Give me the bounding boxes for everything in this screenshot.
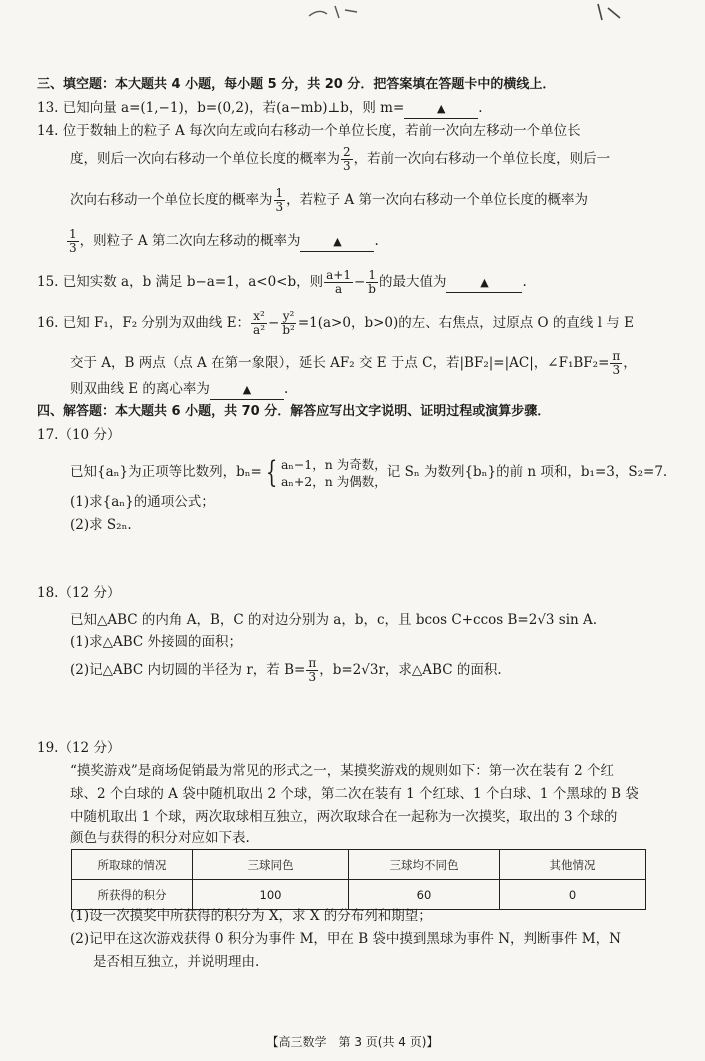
answer-blank[interactable]: ▲ — [446, 273, 522, 293]
question-18-part-2: (2)记△ABC 内切圆的半径为 r，若 B= $\frac{\pi}{3}$ ，b=2√3r，求△ABC 的面积. — [70, 656, 502, 684]
section-3-heading: 三、填空题：本大题共 4 小题，每小题 5 分，共 20 分．把答案填在答题卡中的横线上． — [37, 77, 556, 92]
question-18-heading: 18.（12 分） — [37, 585, 121, 601]
brace-icon: { — [265, 454, 278, 490]
question-16-line-3: 则双曲线 E 的离心率为 ▲ . — [70, 380, 288, 400]
question-17-part-2: (2)求 S₂ₙ. — [70, 517, 132, 533]
question-19-part-2-line-1: (2)记甲在这次游戏获得 0 积分为事件 M，甲在 B 袋中摸到黑球为事件 N，判断事件 M，N — [70, 931, 621, 947]
table-cell: 所取球的情况 — [72, 850, 193, 880]
fraction: $\frac{\pi}{3}$ — [612, 349, 621, 377]
score-table — [71, 849, 646, 910]
question-19-line-4: 颜色与获得的积分对应如下表. — [70, 830, 250, 846]
fraction: $\frac{1}{b}$ — [368, 268, 376, 296]
table-cell: 三球均不同色 — [349, 850, 500, 880]
page-footer: 【高三数学 第 3 页(共 4 页)】 — [266, 1035, 439, 1049]
question-19-line-2: 球、2 个白球的 A 袋中随机取出 2 个球，第二次在装有 1 个红球、1 个白球、1 个黑球的 B 袋 — [70, 786, 639, 802]
answer-blank[interactable]: ▲ — [210, 380, 284, 400]
question-17-part-1: (1)求{aₙ}的通项公式； — [70, 494, 215, 510]
scan-mark-icon — [305, 0, 365, 24]
fraction: $\frac{1}{3}$ — [69, 227, 77, 255]
table-cell: 100 — [193, 880, 349, 910]
question-19-line-3: 中随机取出 1 个球，两次取球相互独立，两次取球合在一起称为一次摸奖，取出的 3 个球的 — [70, 809, 618, 825]
question-14-line-1: 14. 位于数轴上的粒子 A 每次向左或向右移动一个单位长度，若前一次向左移动一个单位长 — [37, 123, 581, 139]
question-15: 15. 已知实数 a，b 满足 b−a=1，a<0<b，则 $\frac{a+1}{a}$ − $\frac{1}{b}$ 的最大值为 ▲ . — [37, 268, 527, 296]
fraction: $\frac{\pi}{3}$ — [308, 656, 317, 684]
answer-blank[interactable]: ▲ — [404, 99, 478, 119]
fraction: $\frac{\text{y²}}{\text{b²}}$ — [282, 309, 295, 337]
question-14-line-4: $\frac{1}{3}$ ，则粒子 A 第二次向左移动的概率为 ▲ . — [69, 227, 379, 255]
question-14-line-3: 次向右移动一个单位长度的概率为 $\frac{1}{3}$ ，若粒子 A 第一次向右移动一个单位长度的概率为 — [70, 186, 588, 214]
question-19-line-1: “摸奖游戏”是商场促销最为常见的形式之一，某摸奖游戏的规则如下：第一次在装有 2 个红 — [70, 763, 614, 779]
question-18-part-1: (1)求△ABC 外接圆的面积； — [70, 634, 243, 650]
question-18-stem: 已知△ABC 的内角 A，B，C 的对边分别为 a，b，c，且 bcos C+ccos B=2√3 sin A. — [70, 612, 598, 628]
table-cell: 三球同色 — [193, 850, 349, 880]
table-cell: 其他情况 — [500, 850, 646, 880]
table-cell: 60 — [349, 880, 500, 910]
fraction: $\frac{1}{3}$ — [275, 186, 284, 214]
question-16-line-1: 16. 已知 F₁，F₂ 分别为双曲线 E： $\frac{\text{x²}}{\text{a²}}$ − $\frac{\text{y²}}{\text{b²}}$ =1(a>0，b>0)的左、右焦点，过原点 O 的直线 l 与 E — [37, 309, 634, 337]
question-19-part-2-line-2: 是否相互独立，并说明理由. — [93, 954, 260, 970]
question-19-part-1: (1)设一次摸奖中所获得的积分为 X，求 X 的分布列和期望； — [70, 908, 432, 924]
question-17-heading: 17.（10 分） — [37, 427, 121, 443]
table-cell: 0 — [500, 880, 646, 910]
piecewise-cases: aₙ−1，n 为奇数， aₙ+2，n 为偶数， — [280, 456, 387, 489]
question-17-stem: 已知{aₙ}为正项等比数列，bₙ= { aₙ−1，n 为奇数， aₙ+2，n 为偶数， 记 Sₙ 为数列{bₙ}的前 n 项和，b₁=3，S₂=7. — [70, 454, 668, 490]
question-16-line-2: 交于 A，B 两点（点 A 在第一象限），延长 AF₂ 交 E 于点 C，若|BF₂|=|AC|，∠F₁BF₂= $\frac{\pi}{3}$ ， — [70, 349, 637, 377]
question-14-line-2: 度，则后一次向右移动一个单位长度的概率为 $\frac{2}{3}$ ，若前一次向右移动一个单位长度，则后一 — [70, 145, 611, 173]
table-row — [72, 850, 646, 880]
question-19-heading: 19.（12 分） — [37, 740, 121, 756]
answer-blank[interactable]: ▲ — [300, 232, 374, 252]
fraction: $\frac{\text{x²}}{\text{a²}}$ — [253, 309, 266, 337]
fraction: $\frac{a+1}{a}$ — [326, 268, 351, 296]
scan-mark-icon — [590, 0, 630, 24]
table-cell: 所获得的积分 — [72, 880, 193, 910]
question-13: 13. 已知向量 a=(1,−1)，b=(0,2)，若(a−mb)⊥b，则 m= ▲ . — [37, 99, 483, 119]
section-4-heading: 四、解答题：本大题共 6 小题，共 70 分．解答应写出文字说明、证明过程或演算步骤． — [37, 404, 551, 419]
table-row — [72, 880, 646, 910]
fraction: $\frac{2}{3}$ — [343, 145, 351, 173]
